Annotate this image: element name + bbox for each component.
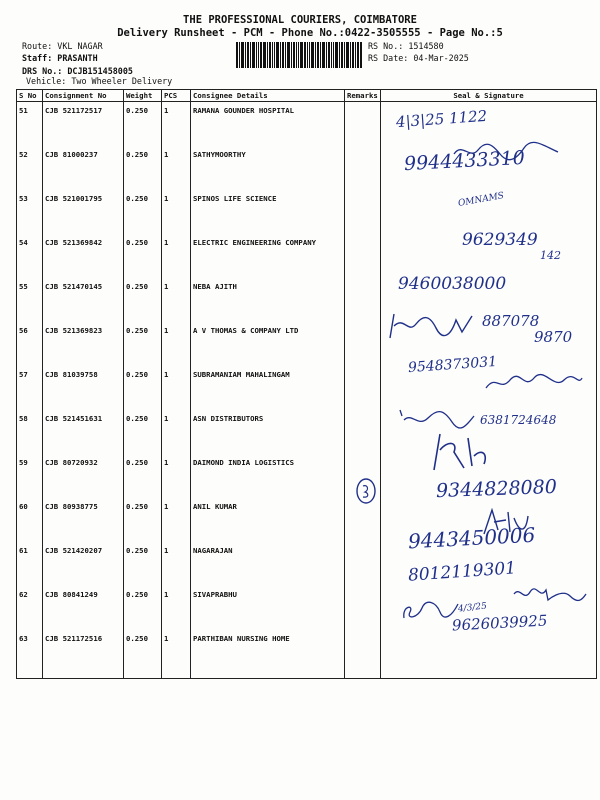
col-pcs: PCS [162, 90, 191, 102]
handwritten-phone-55: 9460038000 [398, 274, 507, 294]
cell-pcs: 1 [162, 278, 191, 322]
company-title: THE PROFESSIONAL COURIERS, COIMBATORE [183, 14, 417, 26]
cell-weight: 0.250 [124, 146, 162, 190]
cell-weight: 0.250 [124, 102, 162, 147]
cell-remarks [345, 234, 381, 278]
staff-label: Staff: PRASANTH [22, 53, 98, 63]
cell-sno: 57 [17, 366, 43, 410]
signature-scribble-59 [424, 430, 494, 472]
cell-pcs: 1 [162, 454, 191, 498]
cell-consignee: PARTHIBAN NURSING HOME [191, 630, 345, 679]
cell-weight: 0.250 [124, 366, 162, 410]
cell-pcs: 1 [162, 102, 191, 147]
cell-pcs: 1 [162, 322, 191, 366]
cell-remarks [345, 102, 381, 147]
cell-remarks [345, 630, 381, 679]
cell-sno: 51 [17, 102, 43, 147]
cell-consignment: CJB 81000237 [43, 146, 124, 190]
cell-consignment: CJB 80938775 [43, 498, 124, 542]
cell-pcs: 1 [162, 630, 191, 679]
table-row [17, 630, 597, 679]
signature-scribble-58 [396, 406, 476, 430]
table-row [17, 190, 597, 234]
cell-weight: 0.250 [124, 410, 162, 454]
cell-remarks [345, 146, 381, 190]
cell-weight: 0.250 [124, 454, 162, 498]
handwritten-phone-63: 9626039925 [451, 611, 548, 635]
signature-scribble-56 [386, 310, 476, 340]
cell-consignee: A V THOMAS & COMPANY LTD [191, 322, 345, 366]
handwritten-date-63: 4/3/25 [457, 601, 488, 615]
handwritten-phone-57: 9548373031 [407, 353, 498, 377]
rs-number: RS No.: 1514580 [368, 41, 444, 51]
cell-sno: 60 [17, 498, 43, 542]
col-consignee: Consignee Details [191, 90, 345, 102]
handwritten-number-54: 142 [540, 249, 561, 262]
cell-pcs: 1 [162, 586, 191, 630]
signature-scribble-57 [484, 372, 584, 394]
cell-pcs: 1 [162, 542, 191, 586]
handwritten-note-53: OMNAMS [457, 191, 505, 209]
cell-consignee: SPINOS LIFE SCIENCE [191, 190, 345, 234]
handwritten-number-56a: 887078 [482, 312, 540, 330]
col-sno: S No [17, 90, 43, 102]
cell-remarks [345, 410, 381, 454]
cell-consignment: CJB 80841249 [43, 586, 124, 630]
drs-number: DRS No.: DCJB151458005 [22, 66, 133, 76]
cell-consignment: CJB 521172516 [43, 630, 124, 679]
cell-weight: 0.250 [124, 190, 162, 234]
cell-remarks [345, 366, 381, 410]
cell-consignee: RAMANA GOUNDER HOSPITAL [191, 102, 345, 147]
cell-sno: 54 [17, 234, 43, 278]
rs-date: RS Date: 04-Mar-2025 [368, 53, 469, 63]
cell-sno: 61 [17, 542, 43, 586]
cell-consignee: NAGARAJAN [191, 542, 345, 586]
cell-consignee: DAIMOND INDIA LOGISTICS [191, 454, 345, 498]
cell-weight: 0.250 [124, 322, 162, 366]
cell-pcs: 1 [162, 366, 191, 410]
cell-consignment: CJB 521172517 [43, 102, 124, 147]
cell-consignment: CJB 81039758 [43, 366, 124, 410]
signature-scribble-62 [512, 584, 588, 604]
cell-weight: 0.250 [124, 234, 162, 278]
col-weight: Weight [124, 90, 162, 102]
runsheet-subtitle: Delivery Runsheet - PCM - Phone No.:0422-3505555 - Page No.:5 [117, 27, 503, 39]
cell-pcs: 1 [162, 190, 191, 234]
cell-pcs: 1 [162, 410, 191, 454]
col-remarks: Remarks [345, 90, 381, 102]
cell-weight: 0.250 [124, 542, 162, 586]
circled-mark-60 [354, 476, 378, 506]
cell-sno: 58 [17, 410, 43, 454]
cell-consignee: NEBA AJITH [191, 278, 345, 322]
table-header-row [17, 90, 597, 102]
handwritten-phone-54: 9629349 [462, 230, 538, 250]
cell-weight: 0.250 [124, 630, 162, 679]
barcode-image [236, 42, 362, 68]
col-signature: Seal & Signature [381, 90, 597, 102]
cell-consignment: CJB 521470145 [43, 278, 124, 322]
cell-sno: 53 [17, 190, 43, 234]
cell-remarks [345, 322, 381, 366]
cell-consignment: CJB 521369842 [43, 234, 124, 278]
col-consignment: Consignment No [43, 90, 124, 102]
cell-consignee: ASN DISTRIBUTORS [191, 410, 345, 454]
cell-remarks [345, 278, 381, 322]
cell-sno: 52 [17, 146, 43, 190]
cell-consignee: ELECTRIC ENGINEERING COMPANY [191, 234, 345, 278]
route-label: Route: VKL NAGAR [22, 41, 103, 51]
cell-weight: 0.250 [124, 278, 162, 322]
cell-remarks [345, 586, 381, 630]
cell-weight: 0.250 [124, 498, 162, 542]
cell-consignment: CJB 521001795 [43, 190, 124, 234]
handwritten-phone-61: 9443450006 [407, 522, 536, 554]
handwritten-phone-58: 6381724648 [480, 413, 557, 427]
cell-remarks [345, 542, 381, 586]
cell-consignment: CJB 80720932 [43, 454, 124, 498]
cell-sno: 62 [17, 586, 43, 630]
cell-consignee: ANIL KUMAR [191, 498, 345, 542]
cell-pcs: 1 [162, 146, 191, 190]
cell-weight: 0.250 [124, 586, 162, 630]
handwritten-phone-52: 9944433310 [403, 146, 526, 176]
cell-consignee: SUBRAMANIAM MAHALINGAM [191, 366, 345, 410]
cell-consignment: CJB 521451631 [43, 410, 124, 454]
cell-consignee: SIVAPRABHU [191, 586, 345, 630]
handwritten-phone-60: 9344828080 [435, 475, 558, 503]
cell-sno: 63 [17, 630, 43, 679]
cell-consignment: CJB 521369823 [43, 322, 124, 366]
cell-pcs: 1 [162, 498, 191, 542]
vehicle-label: Vehicle: Two Wheeler Delivery [26, 76, 173, 86]
handwritten-phone-62: 8012119301 [407, 558, 517, 586]
handwritten-date-51: 4|3|25 1122 [395, 106, 488, 132]
cell-consignment: CJB 521420207 [43, 542, 124, 586]
cell-sno: 56 [17, 322, 43, 366]
cell-signature [381, 630, 597, 679]
handwritten-number-56b: 9870 [534, 328, 573, 346]
cell-consignee: SATHYMOORTHY [191, 146, 345, 190]
cell-pcs: 1 [162, 234, 191, 278]
cell-sno: 55 [17, 278, 43, 322]
cell-sno: 59 [17, 454, 43, 498]
cell-remarks [345, 190, 381, 234]
